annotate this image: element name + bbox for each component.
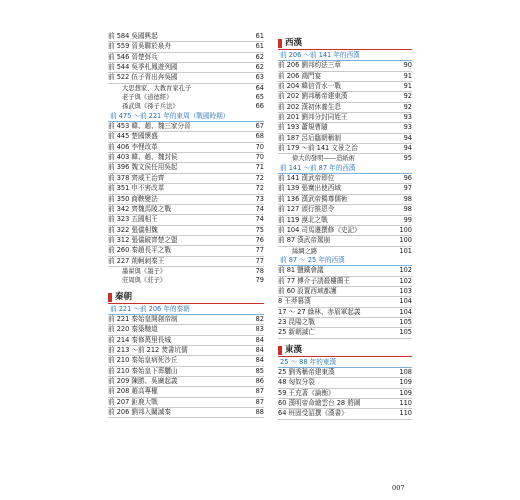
toc-entry [278, 103, 412, 113]
toc-entry [278, 134, 412, 144]
entry-title: 17 ～ 27 綠林、赤眉軍起義 [278, 307, 361, 316]
entry-page: 102 [399, 266, 412, 275]
entry-title: 前 546 晉楚弭兵 [108, 52, 158, 61]
toc-entry [278, 389, 412, 399]
entry-title: 前 179 ～前 141 文景之治 [278, 144, 358, 153]
entry-page: 72 [255, 184, 264, 193]
entry-page: 87 [255, 397, 264, 406]
toc-entry [108, 356, 264, 366]
toc-entry [278, 195, 412, 205]
entry-page: 61 [255, 32, 264, 40]
entry-title: 前 127 頒行推恩令 [278, 205, 335, 214]
toc-entry [278, 174, 412, 184]
entry-title: 前 312 張儀破齊楚之盟 [108, 235, 178, 244]
entry-page: 85 [255, 366, 264, 375]
entry-title: 前 77 傅介子誘殺樓蘭王 [278, 276, 350, 285]
entry-page: 108 [399, 367, 412, 376]
toc-entry [278, 236, 412, 246]
entry-page: 74 [255, 204, 264, 213]
toc-entry [278, 266, 412, 276]
toc-entry [278, 378, 412, 388]
entry-page: 73 [255, 194, 264, 203]
entry-title: 老子與《道德經》 [122, 94, 173, 102]
entry-title: 前 202 劉邦稱帝建東漢 [278, 92, 348, 101]
entry-title: 前 136 漢武帝獨尊儒術 [278, 194, 348, 203]
entry-title: 前 559 晉吳聯於泉舟 [108, 42, 171, 51]
page-number: 007 [392, 484, 405, 492]
entry-title: 前 81 鹽鐵會議 [278, 266, 324, 275]
entry-page: 84 [255, 335, 264, 344]
entry-title: 前 323 五國相王 [108, 215, 158, 224]
entry-title: 23 昆陽之戰 [278, 317, 315, 326]
toc-entry [278, 113, 412, 123]
entry-title: 前 141 漢武帝即位 [278, 174, 335, 183]
entry-page: 82 [255, 314, 264, 323]
toc-entry [108, 32, 264, 42]
toc-entry [108, 132, 264, 142]
toc-entry [108, 377, 264, 387]
entry-title: 大思想家、大教育家孔子 [122, 84, 192, 92]
entry-page: 72 [255, 173, 264, 182]
entry-title: 前 202 漢初休養生息 [278, 102, 341, 111]
toc-subentry [278, 154, 412, 163]
toc-entry [108, 195, 264, 205]
entry-title: 前 522 伍子胥出奔吳國 [108, 73, 178, 82]
entry-title: 前 220 秦築馳道 [108, 325, 158, 334]
period-heading: 前 87 ～ 25 年的西漢 [278, 256, 412, 266]
toc-entry [278, 205, 412, 215]
entry-page: 78 [255, 266, 264, 275]
entry-title: 8 王莽篡漢 [278, 297, 311, 306]
toc-entry [108, 226, 264, 236]
entry-page: 77 [255, 246, 264, 255]
toc-entry [108, 184, 264, 194]
entry-page: 95 [403, 154, 412, 163]
entry-title: 59 王充著《論衡》 [278, 388, 335, 397]
entry-title: 前 351 申不害改革 [108, 184, 165, 193]
toc-entry [108, 163, 264, 173]
entry-page: 83 [255, 325, 264, 334]
toc-entry [108, 408, 264, 418]
entry-title: 前 208 趙高專權 [108, 387, 158, 396]
entry-page: 109 [399, 388, 412, 397]
toc-entry [108, 236, 264, 246]
entry-page: 105 [399, 317, 412, 326]
toc-entry [108, 336, 264, 346]
entry-title: 前 193 蕭規曹隨 [278, 123, 328, 132]
entry-page: 77 [255, 256, 264, 265]
entry-title: 前 119 漠北之戰 [278, 215, 328, 224]
toc-entry [278, 184, 412, 194]
entry-title: 前 104 司馬遷撰修《史記》 [278, 225, 361, 234]
entry-title: 48 匈奴分裂 [278, 378, 315, 387]
entry-page: 65 [255, 93, 264, 102]
entry-page: 103 [399, 286, 412, 295]
entry-page: 102 [399, 276, 412, 285]
toc-entry [108, 63, 264, 73]
toc-entry [108, 174, 264, 184]
toc-entry [278, 123, 412, 133]
toc-entry [108, 325, 264, 335]
entry-title: 前 210 秦始皇病死沙丘 [108, 356, 178, 365]
entry-page: 109 [399, 378, 412, 387]
entry-title: 前 322 張儀相魏 [108, 225, 158, 234]
entry-page: 87 [255, 387, 264, 396]
entry-page: 75 [255, 225, 264, 234]
toc-entry [108, 257, 264, 267]
toc-entry [278, 409, 412, 419]
entry-title: 莊周與《莊子》 [122, 277, 167, 285]
entry-title: 前 87 漢武帝駕崩 [278, 236, 331, 245]
toc-entry [278, 328, 412, 338]
entry-title: 25 新朝滅亡 [278, 328, 315, 337]
entry-title: 前 350 商鞅變法 [108, 194, 158, 203]
entry-page: 104 [399, 297, 412, 306]
toc-entry [108, 205, 264, 215]
entry-title: 前 544 吳季札鳳遊列國 [108, 63, 178, 72]
toc-entry [278, 368, 412, 378]
toc-entry [278, 61, 412, 71]
entry-title: 前 406 李悝改革 [108, 142, 158, 151]
entry-title: 前 453 韓、趙、魏三家分晉 [108, 122, 191, 131]
toc-entry [278, 318, 412, 328]
entry-title: 絲綢之路 [292, 247, 318, 255]
entry-page: 79 [255, 276, 264, 285]
entry-title: 墨翟與《墨子》 [122, 267, 167, 275]
entry-title: 64 班固受詔撰《漢書》 [278, 409, 348, 418]
entry-page: 98 [403, 205, 412, 214]
toc-entry [108, 398, 264, 408]
entry-page: 101 [399, 246, 412, 255]
entry-page: 91 [403, 82, 412, 91]
toc-subentry [108, 84, 264, 93]
entry-page: 62 [255, 63, 264, 72]
entry-page: 74 [255, 215, 264, 224]
entry-page: 84 [255, 345, 264, 354]
entry-title: 前 221 秦始皇開創帝制 [108, 314, 178, 323]
toc-entry [108, 42, 264, 52]
entry-title: 前 227 荊軻刺秦王 [108, 256, 165, 265]
entry-title: 偉大的發明——造紙術 [292, 155, 355, 163]
entry-title: 前 206 劉邦約法三章 [278, 61, 341, 70]
entry-title: 孫武與《孫子兵法》 [122, 103, 179, 111]
entry-page: 68 [255, 132, 264, 141]
entry-title: 前 396 魏文侯任用吳起 [108, 163, 178, 172]
toc-subentry [278, 247, 412, 256]
entry-title: 前 60 設置西域都護 [278, 286, 337, 295]
entry-page: 93 [403, 123, 412, 132]
entry-page: 94 [403, 133, 412, 142]
entry-title: 前 584 吳國興起 [108, 32, 158, 40]
entry-page: 93 [403, 113, 412, 122]
toc-subentry [108, 102, 264, 111]
toc-subentry [108, 93, 264, 102]
period-heading: 25 ～ 88 年的東漢 [278, 358, 412, 368]
toc-entry [108, 143, 264, 153]
entry-title: 前 210 秦始皇下葬驪山 [108, 366, 178, 375]
entry-page: 98 [403, 194, 412, 203]
entry-page: 63 [255, 73, 264, 82]
toc-entry [278, 287, 412, 297]
entry-page: 66 [255, 102, 264, 111]
entry-title: 前 378 齊威王治齊 [108, 173, 165, 182]
entry-page: 88 [255, 408, 264, 417]
section-heading: 西漢 [278, 38, 412, 49]
entry-page: 90 [403, 61, 412, 70]
entry-page: 92 [403, 102, 412, 111]
toc-entry [278, 72, 412, 82]
toc-entry [108, 53, 264, 63]
entry-page: 86 [255, 377, 264, 385]
entry-title: 前 201 劉邦分封同姓王 [278, 113, 348, 122]
entry-page: 70 [255, 142, 264, 151]
entry-page: 110 [399, 409, 412, 418]
toc-subentry [108, 267, 264, 276]
toc-entry [108, 315, 264, 325]
toc-entry [108, 73, 264, 83]
entry-page: 100 [399, 225, 412, 234]
toc-entry [278, 277, 412, 287]
entry-title: 前 445 楚國懷盛 [108, 132, 158, 141]
entry-page: 110 [399, 399, 412, 407]
toc-entry [278, 144, 412, 154]
entry-title: 前 139 張騫出使西域 [278, 184, 341, 193]
entry-page: 97 [403, 184, 412, 193]
toc-left-column [108, 32, 264, 418]
toc-entry [278, 92, 412, 102]
entry-page: 104 [399, 307, 412, 316]
entry-page: 94 [403, 144, 412, 153]
period-heading: 前 141 ～前 87 年的西漢 [278, 164, 412, 174]
toc-entry [108, 346, 264, 356]
entry-page: 70 [255, 153, 264, 162]
entry-page: 64 [255, 83, 264, 92]
entry-page: 62 [255, 52, 264, 61]
entry-page: 76 [255, 235, 264, 244]
entry-title: 前 260 秦趙長平之戰 [108, 246, 171, 255]
toc-subentry [108, 276, 264, 285]
toc-entry [278, 82, 412, 92]
entry-title: 前 206 劉邦入關滅秦 [108, 408, 171, 417]
toc-entry [108, 153, 264, 163]
entry-title: 25 劉秀稱帝建東漢 [278, 367, 335, 376]
toc-entry [278, 297, 412, 307]
toc-entry [278, 399, 412, 409]
entry-title: 前 342 齊魏馬陵之戰 [108, 204, 171, 213]
entry-title: 60 漢明帝命繪雲台 28 將圖 [278, 399, 361, 407]
period-heading: 前 206 ～前 141 年的西漢 [278, 51, 412, 61]
entry-title: 前 204 韓信背水一戰 [278, 82, 341, 91]
entry-title: 前 214 秦修萬里長城 [108, 335, 171, 344]
entry-page: 96 [403, 174, 412, 183]
toc-entry [278, 216, 412, 226]
entry-page: 67 [255, 122, 264, 131]
entry-page: 105 [399, 328, 412, 337]
toc-entry [108, 246, 264, 256]
toc-entry [108, 367, 264, 377]
period-heading: 前 475 ～前 221 年的東周（戰國時期） [108, 112, 264, 122]
section-heading: 秦朝 [108, 292, 264, 303]
entry-title: 前 207 鉅鹿大戰 [108, 397, 158, 406]
toc-entry [108, 387, 264, 397]
entry-page: 92 [403, 92, 412, 101]
entry-page: 61 [255, 42, 264, 51]
entry-title: 前 187 呂后臨朝稱制 [278, 133, 341, 142]
entry-page: 91 [403, 71, 412, 80]
toc-right-column [278, 32, 412, 420]
period-heading: 前 221 ～前 206 年的秦朝 [108, 305, 264, 315]
entry-page: 84 [255, 356, 264, 365]
toc-entry [278, 226, 412, 236]
entry-page: 71 [255, 163, 264, 172]
entry-title: 前 213 ～前 212 焚書坑儒 [108, 345, 188, 354]
entry-page: 100 [399, 236, 412, 245]
section-heading: 東漢 [278, 345, 412, 356]
toc-entry [108, 215, 264, 225]
entry-title: 前 209 陳勝、吳廣起義 [108, 377, 178, 385]
entry-title: 前 206 鴻門宴 [278, 71, 322, 80]
entry-title: 前 403 韓、趙、魏封侯 [108, 153, 178, 162]
entry-page: 99 [403, 215, 412, 224]
toc-entry [108, 122, 264, 132]
toc-entry [278, 308, 412, 318]
